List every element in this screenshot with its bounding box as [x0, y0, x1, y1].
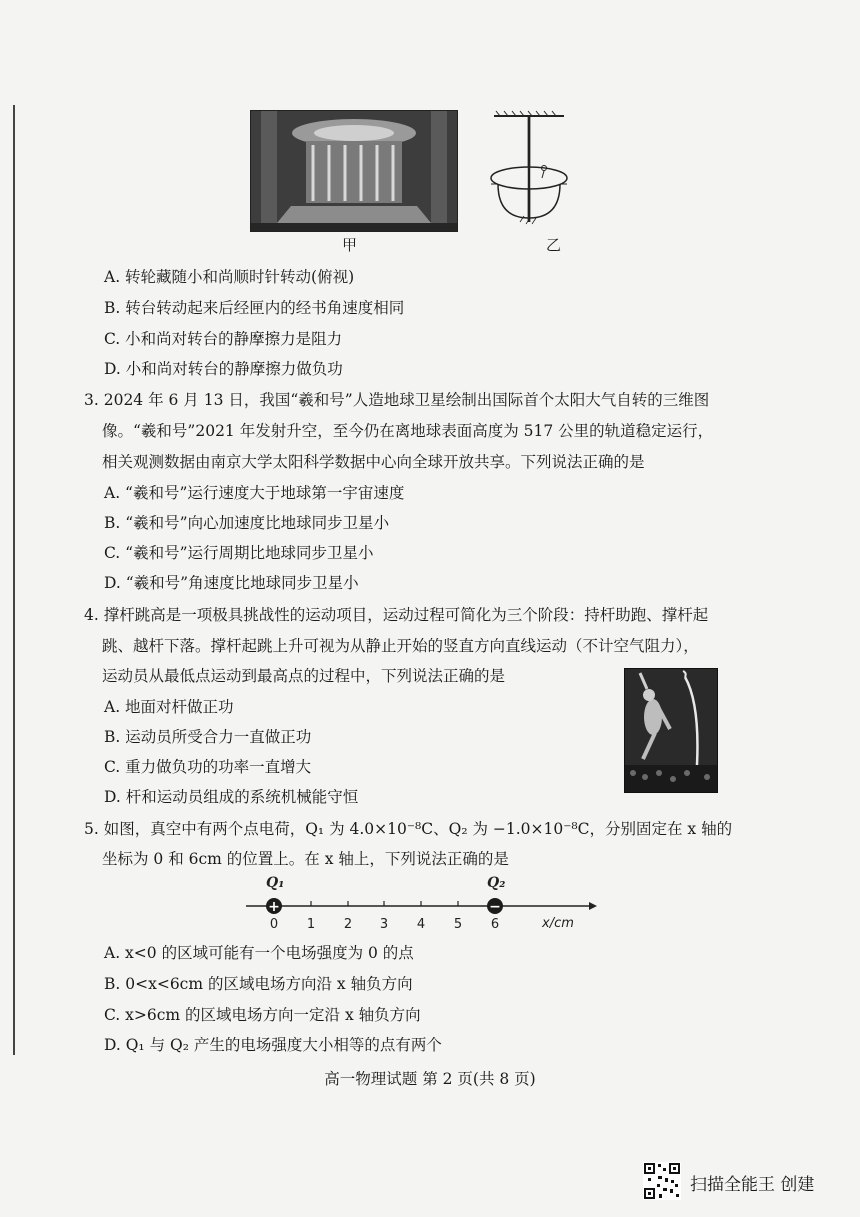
photo-jia — [250, 110, 458, 232]
q2-sign: − — [489, 899, 501, 915]
figure-label-yi: 乙 — [546, 236, 562, 254]
q1-label: Q₁ — [266, 875, 285, 891]
q2-option-b: B. 转台转动起来后经匣内的经书角速度相同 — [104, 299, 405, 317]
q3-stem-line1: 3. 2024 年 6 月 13 日，我国“羲和号”人造地球卫星绘制出国际首个太阳大气自转的三维图 — [84, 391, 710, 409]
axis-unit-label: x/cm — [542, 916, 574, 931]
q4-option-a: A. 地面对杆做正功 — [104, 698, 234, 716]
q4-option-b: B. 运动员所受合力一直做正功 — [104, 728, 312, 746]
q2-option-c: C. 小和尚对转台的静摩擦力是阻力 — [104, 330, 343, 348]
q5-option-d: D. Q₁ 与 Q₂ 产生的电场强度大小相等的点有两个 — [104, 1036, 442, 1054]
q2-label: Q₂ — [487, 875, 506, 891]
q4-stem-line3: 运动员从最低点运动到最高点的过程中，下列说法正确的是 — [102, 667, 506, 685]
tick-label: 6 — [490, 917, 500, 932]
q5-stem-line1: 5. 如图，真空中有两个点电荷，Q₁ 为 4.0×10⁻⁸C、Q₂ 为 −1.0×10⁻⁸C，分别固定在 x 轴的 — [84, 820, 733, 838]
x-axis-diagram — [244, 870, 604, 940]
q5-option-c: C. x>6cm 的区域电场方向一定沿 x 轴负方向 — [104, 1006, 421, 1024]
figure-label-jia: 甲 — [342, 236, 358, 254]
q3-stem-line3: 相关观测数据由南京大学太阳科学数据中心向全球开放共享。下列说法正确的是 — [102, 453, 645, 471]
diagram-yi — [486, 110, 576, 230]
q4-option-d: D. 杆和运动员组成的系统机械能守恒 — [104, 788, 359, 806]
q4-option-c: C. 重力做负功的功率一直增大 — [104, 758, 312, 776]
qr-code-icon — [643, 1162, 681, 1200]
photo-pole-vault — [624, 668, 718, 793]
q4-stem-line1: 4. 撑杆跳高是一项极具挑战性的运动项目，运动过程可简化为三个阶段：持杆助跑、撑杆起 — [84, 606, 709, 624]
q1-sign: + — [268, 899, 280, 915]
q2-option-d: D. 小和尚对转台的静摩擦力做负功 — [104, 360, 343, 378]
page-footer: 高一物理试题 第 2 页(共 8 页) — [324, 1070, 536, 1088]
q4-stem-line2: 跳、越杆下落。撑杆起跳上升可视为从静止开始的竖直方向直线运动（不计空气阻力）， — [102, 637, 699, 655]
q3-option-c: C. “羲和号”运行周期比地球同步卫星小 — [104, 544, 374, 562]
watermark-text: 扫描全能王 创建 — [690, 1175, 815, 1195]
tick-label: 3 — [379, 917, 389, 932]
q3-option-a: A. “羲和号”运行速度大于地球第一宇宙速度 — [104, 484, 405, 502]
q5-option-a: A. x<0 的区域可能有一个电场强度为 0 的点 — [104, 944, 414, 962]
scanner-watermark — [643, 1162, 843, 1202]
q5-option-b: B. 0<x<6cm 的区域电场方向沿 x 轴负方向 — [104, 975, 413, 993]
q5-stem-line2: 坐标为 0 和 6cm 的位置上。在 x 轴上，下列说法正确的是 — [102, 850, 509, 868]
tick-label: 5 — [453, 917, 463, 932]
tick-label: 1 — [306, 917, 316, 932]
figure-rotating-sutra-cabinet — [250, 110, 580, 254]
tick-label: 2 — [343, 917, 353, 932]
q3-option-b: B. “羲和号”向心加速度比地球同步卫星小 — [104, 514, 390, 532]
tick-label: 0 — [269, 917, 279, 932]
tick-label: 4 — [416, 917, 426, 932]
margin-rule — [13, 105, 15, 1055]
q3-option-d: D. “羲和号”角速度比地球同步卫星小 — [104, 574, 359, 592]
q3-stem-line2: 像。“羲和号”2021 年发射升空，至今仍在离地球表面高度为 517 公里的轨道稳定运行， — [102, 422, 714, 440]
q2-option-a: A. 转轮藏随小和尚顺时针转动(俯视) — [104, 268, 355, 286]
